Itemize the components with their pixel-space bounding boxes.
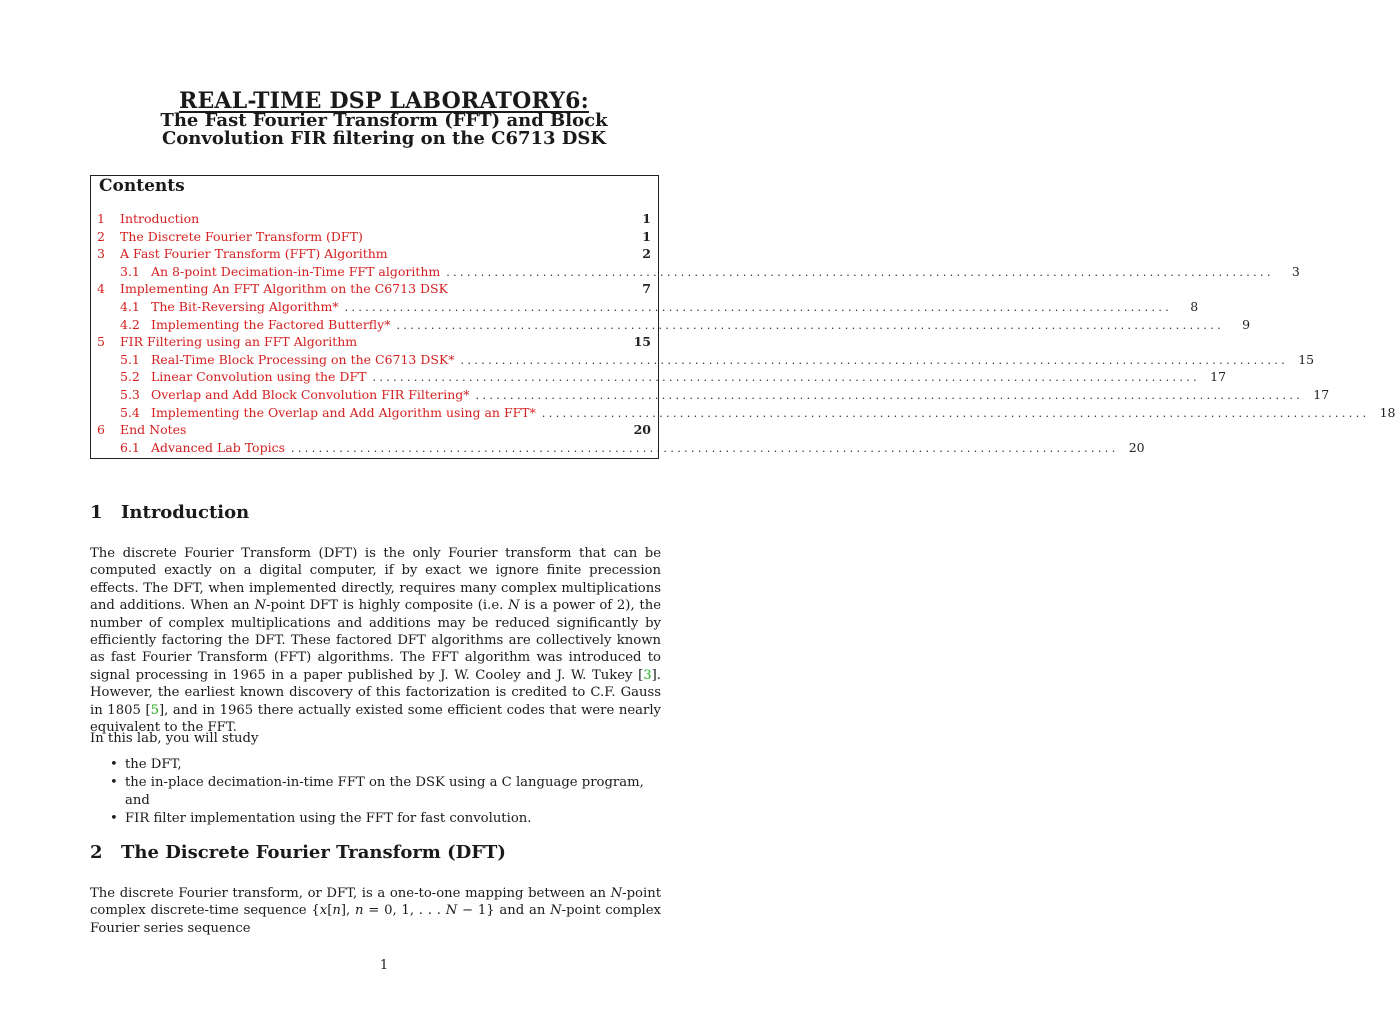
toc-entry-page: 15 [633,334,651,350]
toc-entry-number[interactable]: 1 [97,211,105,226]
toc-entry-page: 17 [1313,387,1330,402]
toc-entry[interactable] [97,439,1145,456]
toc-entry-page: 1 [642,211,651,226]
page-number: 1 [379,958,389,973]
toc-entry-number[interactable]: 5.4 [120,404,140,420]
text-run: -point complex discrete-time sequence { [90,886,661,919]
toc-dot-leader: ........................................................................................................................ [372,371,1201,385]
toc-entry-number[interactable]: 5 [97,334,105,350]
text-run: -point DFT is highly composite (i.e. [265,598,509,614]
text-run: ]. However, the earliest known discovery of this factorization is credited to C.F. Gauss in 1805 [ [90,667,661,718]
toc-entry[interactable] [97,245,651,262]
text-run: ], [340,903,355,919]
citation-link[interactable]: 5 [150,702,159,718]
toc-entry-number[interactable]: 4.1 [120,299,140,314]
list-item: • the in-place decimation-in-time FFT on the DSK using a C language program, and [110,774,660,810]
text-run: The discrete Fourier Transform (DFT) is the only Fourier transform that can be computed exactly on a digital computer, if by exact we ignore finite precession effects. The DFT, when implemented directly, requires many complex multiplications and additions. When an [90,546,661,614]
toc-entry[interactable] [97,280,651,297]
toc-entry-title[interactable]: Implementing the Overlap and Add Algorithm using an FFT* [151,404,536,420]
text-run: = 0, 1, . . . [363,903,446,919]
toc-entry-title[interactable]: The Discrete Fourier Transform (DFT) [120,228,363,244]
section-title: The Discrete Fourier Transform (DFT) [121,842,506,863]
toc-entry[interactable] [97,210,651,227]
text-run: The discrete Fourier transform, or DFT, is a one-to-one mapping between an [90,886,611,901]
section-2-heading [90,842,506,863]
math-var: N [508,598,520,614]
toc-entry-title[interactable]: Introduction [120,211,200,226]
toc-entry-title[interactable]: The Bit-Reversing Algorithm* [151,299,339,314]
toc-entry-number[interactable]: 2 [97,228,105,244]
toc-entry-number[interactable]: 4.2 [120,316,140,332]
toc-dot-leader: ........................................................................................................................ [291,441,1119,455]
toc-entry[interactable] [97,263,1300,280]
toc-entry-title[interactable]: FIR Filtering using an FFT Algorithm [120,334,358,350]
toc-entry-page: 7 [642,281,651,297]
toc-entry-number[interactable]: 4 [97,281,105,297]
toc-entry-page: 17 [1210,369,1227,385]
toc-dot-leader: ........................................................................................................................ [541,406,1370,420]
toc-entry-number[interactable]: 3.1 [120,263,140,279]
toc-entry-title[interactable]: Advanced Lab Topics [151,439,286,455]
study-intro-paragraph: In this lab, you will study [90,731,259,746]
citation-link[interactable]: 3 [643,667,652,683]
toc-entry-title[interactable]: An 8-point Decimation-in-Time FFT algorithm [151,263,441,279]
toc-dot-leader: ........................................................................................................................ [446,265,1274,279]
toc-entry-title[interactable]: Implementing An FFT Algorithm on the C6713 DSK [120,281,448,297]
toc-entry[interactable] [97,333,651,350]
toc-entry[interactable] [97,298,1199,315]
study-list [110,756,660,828]
toc-entry[interactable] [97,421,651,438]
toc-entry-number[interactable]: 6 [97,422,105,438]
toc-entry-title[interactable]: Overlap and Add Block Convolution FIR Filtering* [151,387,470,402]
toc-entry-page: 3 [1291,263,1300,279]
toc-entry[interactable] [97,404,1396,421]
toc-entry-title[interactable]: End Notes [120,422,187,438]
section-number: 1 [90,502,103,523]
math-var: n [354,903,364,919]
section-title: Introduction [121,502,250,523]
toc-dot-leader: ........................................................................................................................ [475,389,1304,402]
text-run: [ [327,903,333,919]
math-var: N [610,886,623,901]
math-var: N [445,903,458,919]
toc-entry-number[interactable]: 5.3 [120,387,140,402]
toc-entry-title[interactable]: Real-Time Block Processing on the C6713 DSK* [151,351,455,367]
toc-entry-page: 1 [642,228,651,244]
math-var: N [254,598,266,614]
toc-entry-number[interactable]: 6.1 [120,439,140,455]
text-run: -point complex Fourier series sequence [90,903,661,936]
toc-entry[interactable] [97,316,1251,333]
math-var: n [332,903,341,919]
toc-entry-title[interactable]: Implementing the Factored Butterfly* [151,316,391,332]
intro-paragraph [90,545,661,736]
section-number: 2 [90,842,103,863]
toc-entry-page: 20 [1128,439,1145,455]
text-run: ], and in 1965 there actually existed some efficient codes that were nearly equivalent to the FFT. [90,702,661,736]
lab-title: REAL-TIME DSP LABORATORY6: [178,88,590,114]
math-var: N [550,903,562,919]
section-1-heading [90,502,249,523]
text-run: is a power of 2), the number of complex multiplications and additions may be reduced significantly by efficiently factoring the DFT. These factored DFT algorithms are collectively known as fast Fourier Transform (FFT) algorithms. The FFT algorithm was introduced to signal processing in 1965 in a paper published by J. W. Cooley and J. W. Tukey [ [90,598,662,683]
toc-entry-number[interactable]: 3 [97,246,105,262]
dft-paragraph [90,885,661,937]
toc-entry-title[interactable]: Linear Convolution using the DFT [151,369,367,385]
toc-entry-page: 18 [1379,404,1396,420]
toc-entry-number[interactable]: 5.2 [120,369,140,385]
lab-subtitle-line1: The Fast Fourier Transform (FFT) and Block [160,110,608,131]
toc-entry-page: 8 [1190,299,1199,314]
math-var: x [319,903,328,919]
toc-entry-page: 20 [633,422,651,438]
toc-dot-leader: ........................................................................................................................ [396,318,1225,332]
toc-entry-page: 2 [642,246,651,262]
toc-entry-page: 15 [1298,351,1315,367]
toc-entry-title[interactable]: A Fast Fourier Transform (FFT) Algorithm [120,246,388,262]
list-item: • FIR filter implementation using the FFT for fast convolution. [110,810,660,828]
toc-entry[interactable] [97,368,1227,385]
toc-entry[interactable] [97,386,1330,403]
list-item: • the DFT, [110,756,660,774]
toc-heading: Contents [99,176,185,196]
toc-dot-leader: ........................................................................................................................ [460,353,1289,367]
toc-dot-leader: ........................................................................................................................ [344,301,1173,314]
toc-entry[interactable] [97,228,651,245]
toc-entry-number[interactable]: 5.1 [120,351,140,367]
toc-entry-page: 9 [1242,316,1251,332]
toc-entry[interactable] [97,351,1315,368]
lab-subtitle-line2: Convolution FIR filtering on the C6713 DSK [161,128,607,149]
text-run: − 1} and an [457,903,551,919]
